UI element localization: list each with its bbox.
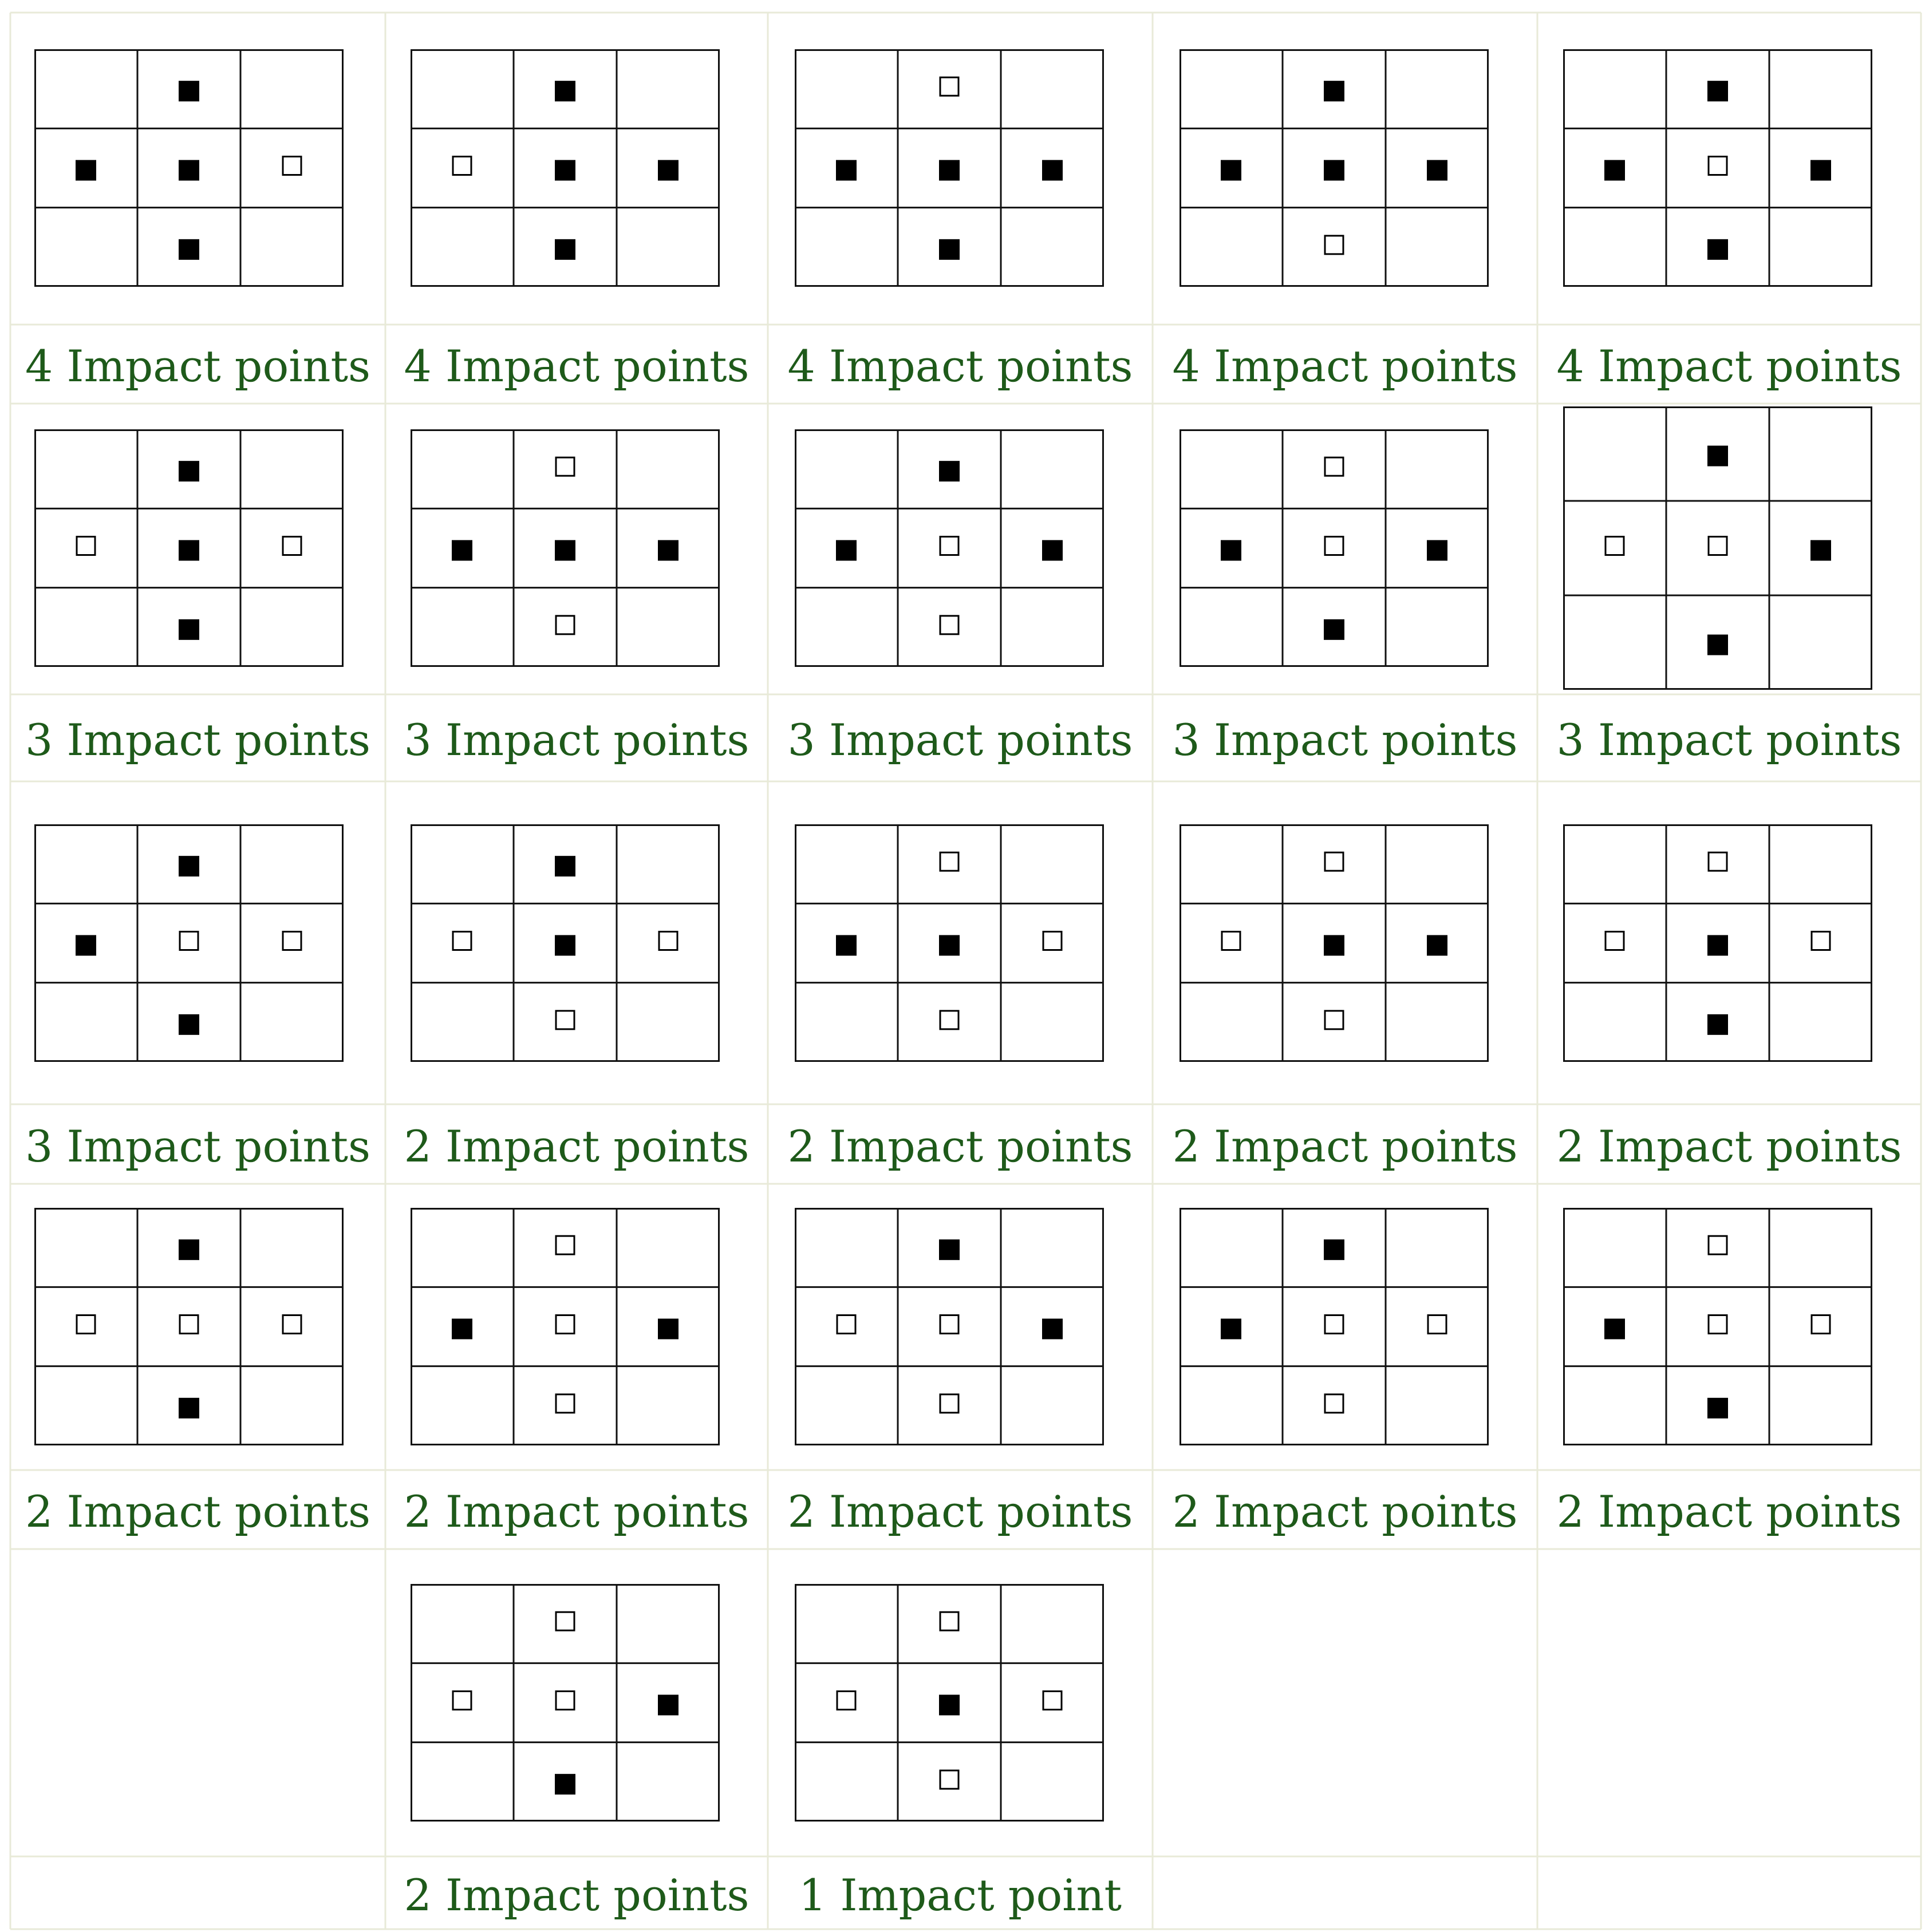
impact-board	[795, 429, 1104, 667]
hollow-square-marker	[1709, 537, 1727, 555]
hollow-square-marker	[556, 1315, 574, 1334]
hollow-square-marker	[940, 1315, 958, 1334]
filled-square-marker	[179, 540, 199, 561]
impact-points-label: 2 Impact points	[1172, 1120, 1518, 1172]
filled-square-marker	[452, 1319, 472, 1340]
impact-board	[411, 1584, 720, 1822]
impact-points-label: 4 Impact points	[25, 341, 371, 392]
hollow-square-marker	[1428, 1315, 1446, 1334]
filled-square-marker	[1221, 540, 1241, 561]
hollow-square-marker	[180, 932, 198, 950]
filled-square-marker	[179, 461, 199, 481]
impact-points-label: 3 Impact points	[787, 714, 1133, 765]
filled-square-marker	[1427, 935, 1447, 956]
hollow-square-marker	[556, 1612, 574, 1630]
filled-square-marker	[1707, 81, 1728, 101]
filled-square-marker	[836, 160, 857, 181]
filled-square-marker	[1604, 160, 1625, 181]
impact-board	[411, 1208, 720, 1445]
hollow-square-marker	[556, 457, 574, 476]
filled-square-marker	[1221, 160, 1241, 181]
hollow-square-marker	[1709, 852, 1727, 871]
hollow-square-marker	[1325, 1011, 1343, 1029]
hollow-square-marker	[1709, 157, 1727, 175]
filled-square-marker	[939, 1695, 960, 1716]
filled-square-marker	[452, 540, 472, 561]
hollow-square-marker	[180, 1315, 198, 1334]
impact-board	[411, 49, 720, 287]
filled-square-marker	[1810, 160, 1831, 181]
filled-square-marker	[555, 1774, 575, 1795]
hollow-square-marker	[1812, 1315, 1830, 1334]
filled-square-marker	[1042, 540, 1063, 561]
impact-points-label: 2 Impact points	[25, 1486, 371, 1537]
impact-points-label: 2 Impact points	[1556, 1486, 1902, 1537]
filled-square-marker	[658, 1695, 678, 1716]
impact-board	[34, 429, 344, 667]
hollow-square-marker	[1325, 236, 1343, 254]
hollow-square-marker	[453, 932, 471, 950]
impact-points-label: 1 Impact point	[798, 1869, 1122, 1921]
hollow-square-marker	[556, 616, 574, 634]
hollow-square-marker	[940, 1394, 958, 1413]
filled-square-marker	[555, 160, 575, 181]
filled-square-marker	[658, 160, 678, 181]
filled-square-marker	[658, 540, 678, 561]
filled-square-marker	[939, 239, 960, 260]
filled-square-marker	[179, 1014, 199, 1035]
filled-square-marker	[1324, 1239, 1344, 1260]
impact-board	[1563, 1208, 1872, 1445]
impact-board	[1180, 429, 1489, 667]
impact-board	[411, 429, 720, 667]
filled-square-marker	[555, 239, 575, 260]
hollow-square-marker	[1709, 1315, 1727, 1334]
filled-square-marker	[555, 540, 575, 561]
hollow-square-marker	[1043, 932, 1062, 950]
hollow-square-marker	[659, 932, 677, 950]
filled-square-marker	[179, 81, 199, 101]
hollow-square-marker	[1325, 852, 1343, 871]
filled-square-marker	[76, 160, 96, 181]
filled-square-marker	[1707, 635, 1728, 655]
filled-square-marker	[76, 935, 96, 956]
hollow-square-marker	[1222, 932, 1240, 950]
filled-square-marker	[179, 1239, 199, 1260]
filled-square-marker	[1707, 239, 1728, 260]
impact-points-label: 3 Impact points	[1172, 714, 1518, 765]
filled-square-marker	[1707, 446, 1728, 467]
hollow-square-marker	[556, 1692, 574, 1710]
impact-board	[411, 824, 720, 1062]
filled-square-marker	[939, 160, 960, 181]
filled-square-marker	[555, 856, 575, 876]
impact-board	[1180, 49, 1489, 287]
hollow-square-marker	[837, 1692, 855, 1710]
hollow-square-marker	[940, 852, 958, 871]
filled-square-marker	[1604, 1319, 1625, 1340]
hollow-square-marker	[940, 537, 958, 555]
impact-points-label: 3 Impact points	[404, 714, 749, 765]
hollow-square-marker	[1605, 537, 1624, 555]
filled-square-marker	[179, 160, 199, 181]
impact-board	[795, 1584, 1104, 1822]
impact-points-label: 2 Impact points	[787, 1486, 1133, 1537]
hollow-square-marker	[1605, 932, 1624, 950]
hollow-square-marker	[1325, 457, 1343, 476]
impact-board	[1180, 1208, 1489, 1445]
filled-square-marker	[1707, 1398, 1728, 1419]
hollow-square-marker	[837, 1315, 855, 1334]
impact-board	[1563, 406, 1872, 690]
impact-points-label: 3 Impact points	[25, 714, 371, 765]
filled-square-marker	[836, 935, 857, 956]
impact-board	[1563, 49, 1872, 287]
hollow-square-marker	[940, 1771, 958, 1789]
impact-board	[795, 1208, 1104, 1445]
filled-square-marker	[1324, 160, 1344, 181]
filled-square-marker	[179, 856, 199, 876]
filled-square-marker	[1707, 935, 1728, 956]
impact-points-label: 4 Impact points	[404, 341, 749, 392]
impact-points-label: 2 Impact points	[404, 1486, 749, 1537]
hollow-square-marker	[1043, 1692, 1062, 1710]
filled-square-marker	[179, 1398, 199, 1419]
filled-square-marker	[836, 540, 857, 561]
hollow-square-marker	[1325, 1394, 1343, 1413]
hollow-square-marker	[940, 1612, 958, 1630]
hollow-square-marker	[453, 157, 471, 175]
hollow-square-marker	[1812, 932, 1830, 950]
hollow-square-marker	[1709, 1236, 1727, 1254]
impact-board	[34, 1208, 344, 1445]
filled-square-marker	[1221, 1319, 1241, 1340]
impact-points-label: 3 Impact points	[25, 1120, 371, 1172]
filled-square-marker	[1042, 1319, 1063, 1340]
filled-square-marker	[555, 935, 575, 956]
impact-points-label: 4 Impact points	[1556, 341, 1902, 392]
hollow-square-marker	[283, 932, 301, 950]
filled-square-marker	[1427, 160, 1447, 181]
hollow-square-marker	[77, 1315, 95, 1334]
impact-board	[1180, 824, 1489, 1062]
filled-square-marker	[179, 619, 199, 640]
impact-board	[34, 824, 344, 1062]
hollow-square-marker	[283, 1315, 301, 1334]
impact-points-label: 4 Impact points	[787, 341, 1133, 392]
filled-square-marker	[939, 935, 960, 956]
filled-square-marker	[1324, 619, 1344, 640]
impact-points-label: 2 Impact points	[404, 1869, 749, 1921]
filled-square-marker	[939, 1239, 960, 1260]
impact-points-label: 2 Impact points	[1172, 1486, 1518, 1537]
impact-board	[795, 49, 1104, 287]
filled-square-marker	[1427, 540, 1447, 561]
filled-square-marker	[555, 81, 575, 101]
filled-square-marker	[1324, 81, 1344, 101]
impact-points-label: 2 Impact points	[787, 1120, 1133, 1172]
impact-points-label: 2 Impact points	[404, 1120, 749, 1172]
hollow-square-marker	[283, 157, 301, 175]
hollow-square-marker	[556, 1394, 574, 1413]
filled-square-marker	[1324, 935, 1344, 956]
filled-square-marker	[1810, 540, 1831, 561]
hollow-square-marker	[1325, 1315, 1343, 1334]
hollow-square-marker	[283, 537, 301, 555]
hollow-square-marker	[940, 1011, 958, 1029]
impact-points-label: 2 Impact points	[1556, 1120, 1902, 1172]
hollow-square-marker	[940, 616, 958, 634]
impact-board	[795, 824, 1104, 1062]
filled-square-marker	[658, 1319, 678, 1340]
impact-points-label: 4 Impact points	[1172, 341, 1518, 392]
filled-square-marker	[939, 461, 960, 481]
impact-board	[34, 49, 344, 287]
hollow-square-marker	[453, 1692, 471, 1710]
impact-board	[1563, 824, 1872, 1062]
impact-points-label: 3 Impact points	[1556, 714, 1902, 765]
filled-square-marker	[1707, 1014, 1728, 1035]
hollow-square-marker	[940, 77, 958, 96]
hollow-square-marker	[556, 1011, 574, 1029]
hollow-square-marker	[1325, 537, 1343, 555]
filled-square-marker	[179, 239, 199, 260]
filled-square-marker	[1042, 160, 1063, 181]
hollow-square-marker	[556, 1236, 574, 1254]
hollow-square-marker	[77, 537, 95, 555]
